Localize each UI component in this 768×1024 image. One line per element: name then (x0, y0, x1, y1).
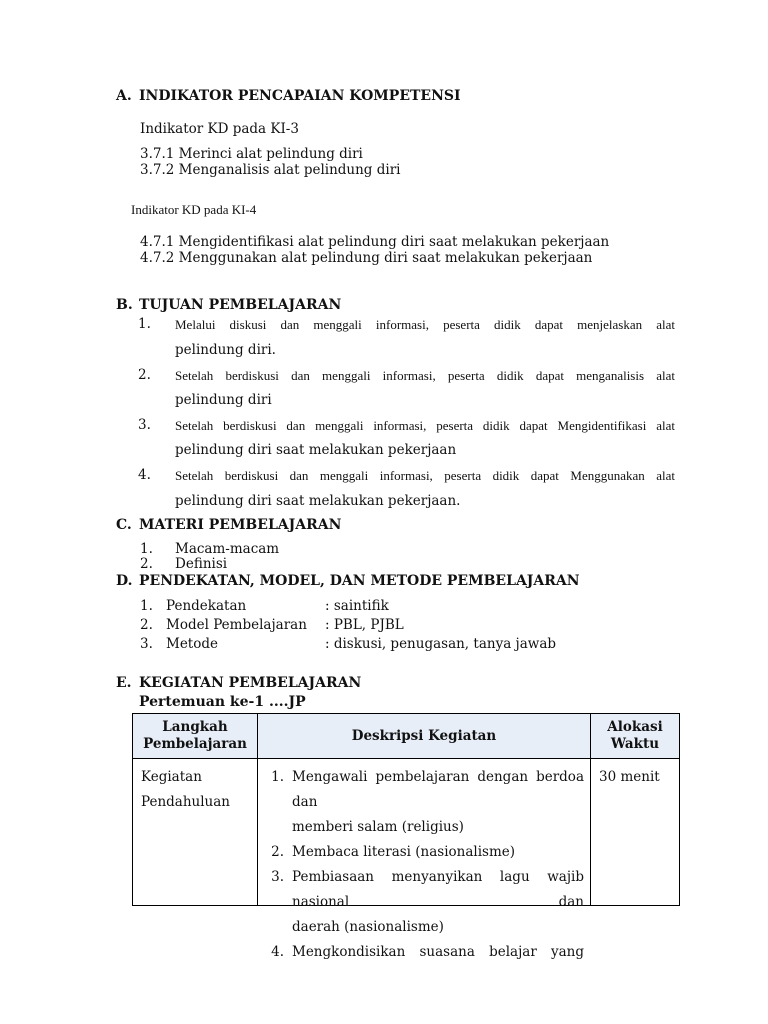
approach-label: Pendekatan (166, 598, 247, 614)
method-value: : diskusi, penugasan, tanya jawab (325, 636, 557, 652)
approach-number: 1. (140, 598, 153, 614)
section-c-marker: C. (116, 517, 132, 533)
section-b-marker: B. (116, 297, 133, 313)
objective-2-number: 2. (138, 367, 151, 383)
ki4-item-2: 4.7.2 Menggunakan alat pelindung diri saat melakukan pekerjaan (140, 250, 593, 266)
list-item: 1. Mengawali pembelajaran dengan berdoa dan (271, 769, 584, 810)
material-1-text: Macam-macam (175, 541, 280, 557)
section-b-title: TUJUAN PEMBELAJARAN (139, 297, 342, 313)
ki4-item-1: 4.7.1 Mengidentifikasi alat pelindung diri saat melakukan pekerjaan (140, 234, 610, 250)
objective-4-line2: pelindung diri saat melakukan pekerjaan. (175, 493, 461, 509)
objective-2-line2: pelindung diri (175, 392, 272, 408)
section-d-marker: D. (116, 573, 133, 589)
list-item: 4. Mengkondisikan suasana belajar yang (271, 944, 584, 960)
header-step: Langkah Pembelajaran (133, 714, 258, 759)
method-label: Metode (166, 636, 218, 652)
method-number: 3. (140, 636, 153, 652)
objective-4-number: 4. (138, 467, 151, 483)
material-2-text: Definisi (175, 556, 228, 572)
approach-value: : saintifik (325, 598, 389, 614)
model-number: 2. (140, 617, 153, 633)
list-item-continuation: memberi salam (religius) (292, 819, 464, 835)
ki4-label: Indikator KD pada KI-4 (131, 202, 257, 217)
model-label: Model Pembelajaran (166, 617, 307, 633)
section-a-marker: A. (116, 88, 132, 104)
objective-1-line1: Melalui diskusi dan menggali informasi, peserta didik dapat menjelaskan alat (175, 317, 675, 332)
section-e-marker: E. (116, 675, 132, 691)
step-cell: Kegiatan Pendahuluan (133, 759, 258, 906)
ki3-item-2: 3.7.2 Menganalisis alat pelindung diri (140, 162, 401, 178)
objective-3-line2: pelindung diri saat melakukan pekerjaan (175, 442, 457, 458)
time-cell: 30 menit (591, 759, 680, 906)
table-row (133, 759, 680, 906)
section-e-title: KEGIATAN PEMBELAJARAN (139, 675, 362, 691)
material-1-number: 1. (140, 541, 153, 557)
table-header-row (133, 714, 680, 759)
header-description: Deskripsi Kegiatan (258, 714, 591, 759)
header-time: Alokasi Waktu (591, 714, 680, 759)
ki3-label: Indikator KD pada KI-3 (140, 121, 299, 137)
ki3-item-1: 3.7.1 Merinci alat pelindung diri (140, 146, 363, 162)
meeting-label: Pertemuan ke-1 ....JP (139, 694, 306, 710)
activity-table (132, 713, 680, 960)
objective-3-line1: Setelah berdiskusi dan menggali informasi, peserta didik dapat Mengidentifikasi alat (175, 418, 675, 433)
list-item-continuation: daerah (nasionalisme) (292, 919, 444, 935)
objective-4-line1: Setelah berdiskusi dan menggali informasi, peserta didik dapat Menggunakan alat (175, 468, 675, 483)
description-cell (258, 759, 591, 960)
objective-1-number: 1. (138, 316, 151, 332)
objective-2-line1: Setelah berdiskusi dan menggali informasi, peserta didik dapat menganalisis alat (175, 368, 675, 383)
material-2-number: 2. (140, 556, 153, 572)
list-item: 3. Pembiasaan menyanyikan lagu wajib nasional dan (271, 869, 584, 910)
section-c-title: MATERI PEMBELAJARAN (139, 517, 342, 533)
section-a-title: INDIKATOR PENCAPAIAN KOMPETENSI (139, 88, 461, 104)
model-value: : PBL, PJBL (325, 617, 404, 633)
list-item: 2. Membaca literasi (nasionalisme) (271, 844, 516, 860)
section-d-title: PENDEKATAN, MODEL, DAN METODE PEMBELAJARAN (139, 573, 580, 589)
objective-3-number: 3. (138, 417, 151, 433)
objective-1-line2: pelindung diri. (175, 342, 276, 358)
